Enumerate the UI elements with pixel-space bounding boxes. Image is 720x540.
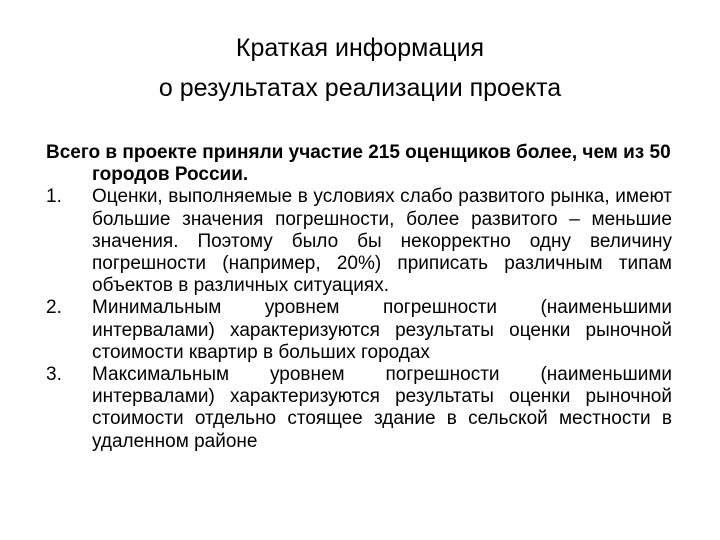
intro-text: Всего в проекте приняли участие 215 оценщиков более, чем из 50 городов России.: [46, 142, 671, 186]
list-item-number: 3.: [46, 364, 62, 386]
list-item-1: [46, 186, 672, 297]
list-item-number: 2.: [46, 297, 62, 319]
list-item-3: [46, 364, 672, 453]
title-line-1: Краткая информация: [235, 34, 485, 62]
list-item-text: Максимальным уровнем погрешности (наименьшими интервалами) характеризуются результаты оценки рыночной стоимости отдельно стоящее здание в сельской местности в удаленном районе: [92, 364, 672, 452]
list-item-number: 1.: [46, 186, 62, 208]
slide-body: [46, 142, 672, 453]
title-line-2: о результатах реализации проекта: [158, 74, 562, 102]
list-item-2: [46, 297, 672, 364]
list-item-text: Минимальным уровнем погрешности (наименьшими интервалами) характеризуются результаты оценки рыночной стоимости квартир в больших городах: [92, 297, 672, 363]
slide-title: [0, 28, 720, 108]
list-item-text: Оценки, выполняемые в условиях слабо развитого рынка, имеют большие значения погрешности, более развитого – меньшие значения. Поэтому было бы некорректно одну величину погрешности (например, 20%) приписать различным типам объектов в различных ситуациях.: [92, 186, 672, 297]
